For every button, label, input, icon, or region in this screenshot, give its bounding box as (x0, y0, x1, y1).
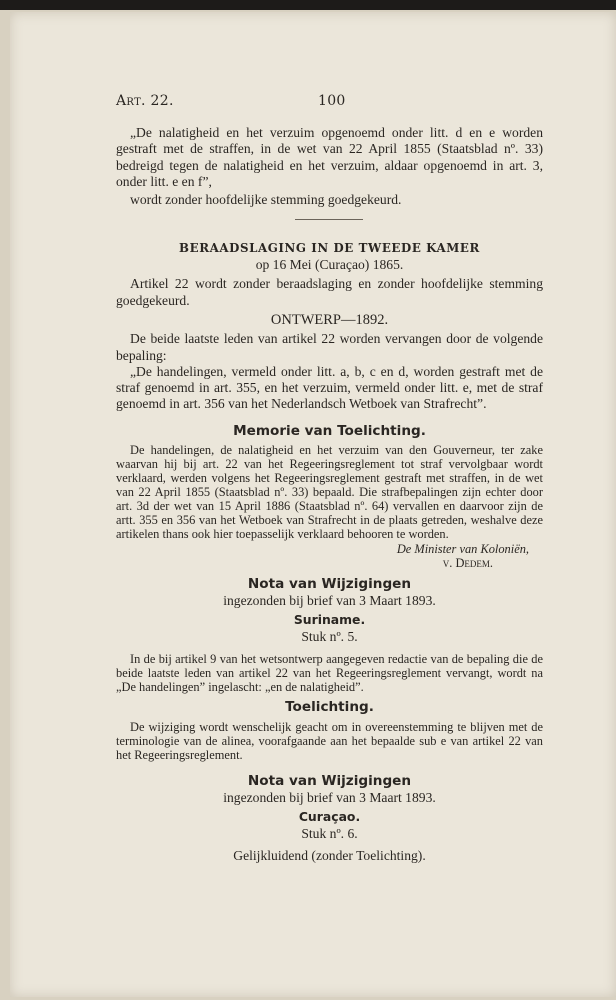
toelichting-section (116, 699, 543, 762)
block1 (116, 125, 543, 208)
toelichting-text: De wijziging wordt wenschelijk geacht om in overeenstemming te blijven met de terminologie van de alinea, voorafgaande aan het bepaalde sub e van artikel 22 van het Regeeringsreglement. (116, 720, 543, 762)
nota2-place: Curaçao. (298, 809, 361, 825)
nota1-sub: ingezonden bij brief van 3 Maart 1893. (223, 593, 436, 608)
ontwerp-quote: „De handelingen, vermeld onder litt. a, b, c en d, worden gestraft met de straf genoemd in art. 355, en het verzuim, vermeld onder litt. e, met de straf genoemd in art. 356 van het Nederlandsch Wetboek van Strafrecht”. (116, 363, 543, 412)
ontwerp-heading: ONTWERP—1892. (270, 312, 389, 328)
nota2-stuk: Stuk nº. 6. (301, 826, 358, 842)
nota2-sub: ingezonden bij brief van 3 Maart 1893. (223, 790, 436, 805)
toelichting-heading: Toelichting. (285, 699, 374, 715)
nota2-text: Gelijkluidend (zonder Toelichting). (233, 847, 426, 863)
memorie-heading: Memorie van Toelichting. (233, 423, 426, 439)
signature-title: De Minister van Koloniën, (396, 542, 529, 556)
section-divider (295, 219, 363, 220)
ontwerp-section (116, 312, 543, 413)
tweede-kamer-section (116, 241, 543, 309)
article-label: Art. 22. (116, 93, 174, 109)
nota2-heading: Nota van Wijzigingen (247, 773, 412, 789)
memorie-section (116, 423, 543, 570)
signature-name: v. Dedem. (442, 556, 493, 570)
block1-result: wordt zonder hoofdelijke stemming goedgekeurd. (130, 192, 402, 208)
nota1-stuk: Stuk nº. 5. (301, 629, 358, 645)
ontwerp-intro: De beide laatste leden van artikel 22 worden vervangen door de volgende bepaling: (116, 331, 543, 363)
tweede-kamer-heading: BERAADSLAGING IN DE TWEEDE KAMER (179, 241, 480, 255)
nota2-section (116, 773, 543, 864)
nota1-section (116, 576, 543, 694)
memorie-text: De handelingen, de nalatigheid en het verzuim van den Gouverneur, ter zake waarvan hij bij art. 22 van het Regeeringsreglement tot straf vervolgbaar wordt verklaard, werden volgens het Regeeringsreglement gestraft met straffen, in de wet van 22 April 1855 (Staatsblad nº. 33) bepaald. Die strafbepalingen zijn echter door art. 3d der wet van 15 April 1886 (Staatsblad nº. 64) vervallen en daarvoor zijn de artt. 355 en 356 van het Wetboek van Strafrecht in de plaats getreden, weshalve deze artikelen thans ook hier toepasselijk verklaard behooren te worden. (116, 443, 543, 541)
nota1-text: In de bij artikel 9 van het wetsontwerp aangegeven redactie van de bepaling die de beide laatste leden van artikel 22 van het Regeeringsreglement vervangt, wordt na „De handelingen” ingelascht: „en de nalatigheid”. (116, 651, 543, 694)
nota1-heading: Nota van Wijzigingen (247, 576, 412, 592)
block1-quote: „De nalatigheid en het verzuim opgenoemd onder litt. d en e worden gestraft met de straffen, in de wet van 22 April 1855 (Staatsblad nº. 33) bedreigd tegen de nalatigheid en het verzuim, aldaar opgenoemd in art. 3, onder litt. e en f”, (116, 125, 543, 189)
page-number: 100 (318, 93, 346, 109)
top-border (0, 0, 616, 10)
tweede-kamer-text: Artikel 22 wordt zonder beraadslaging en zonder hoofdelijke stemming goedgekeurd. (116, 276, 543, 308)
tweede-kamer-date: op 16 Mei (Curaçao) 1865. (255, 257, 404, 272)
nota1-place: Suriname. (293, 612, 366, 628)
